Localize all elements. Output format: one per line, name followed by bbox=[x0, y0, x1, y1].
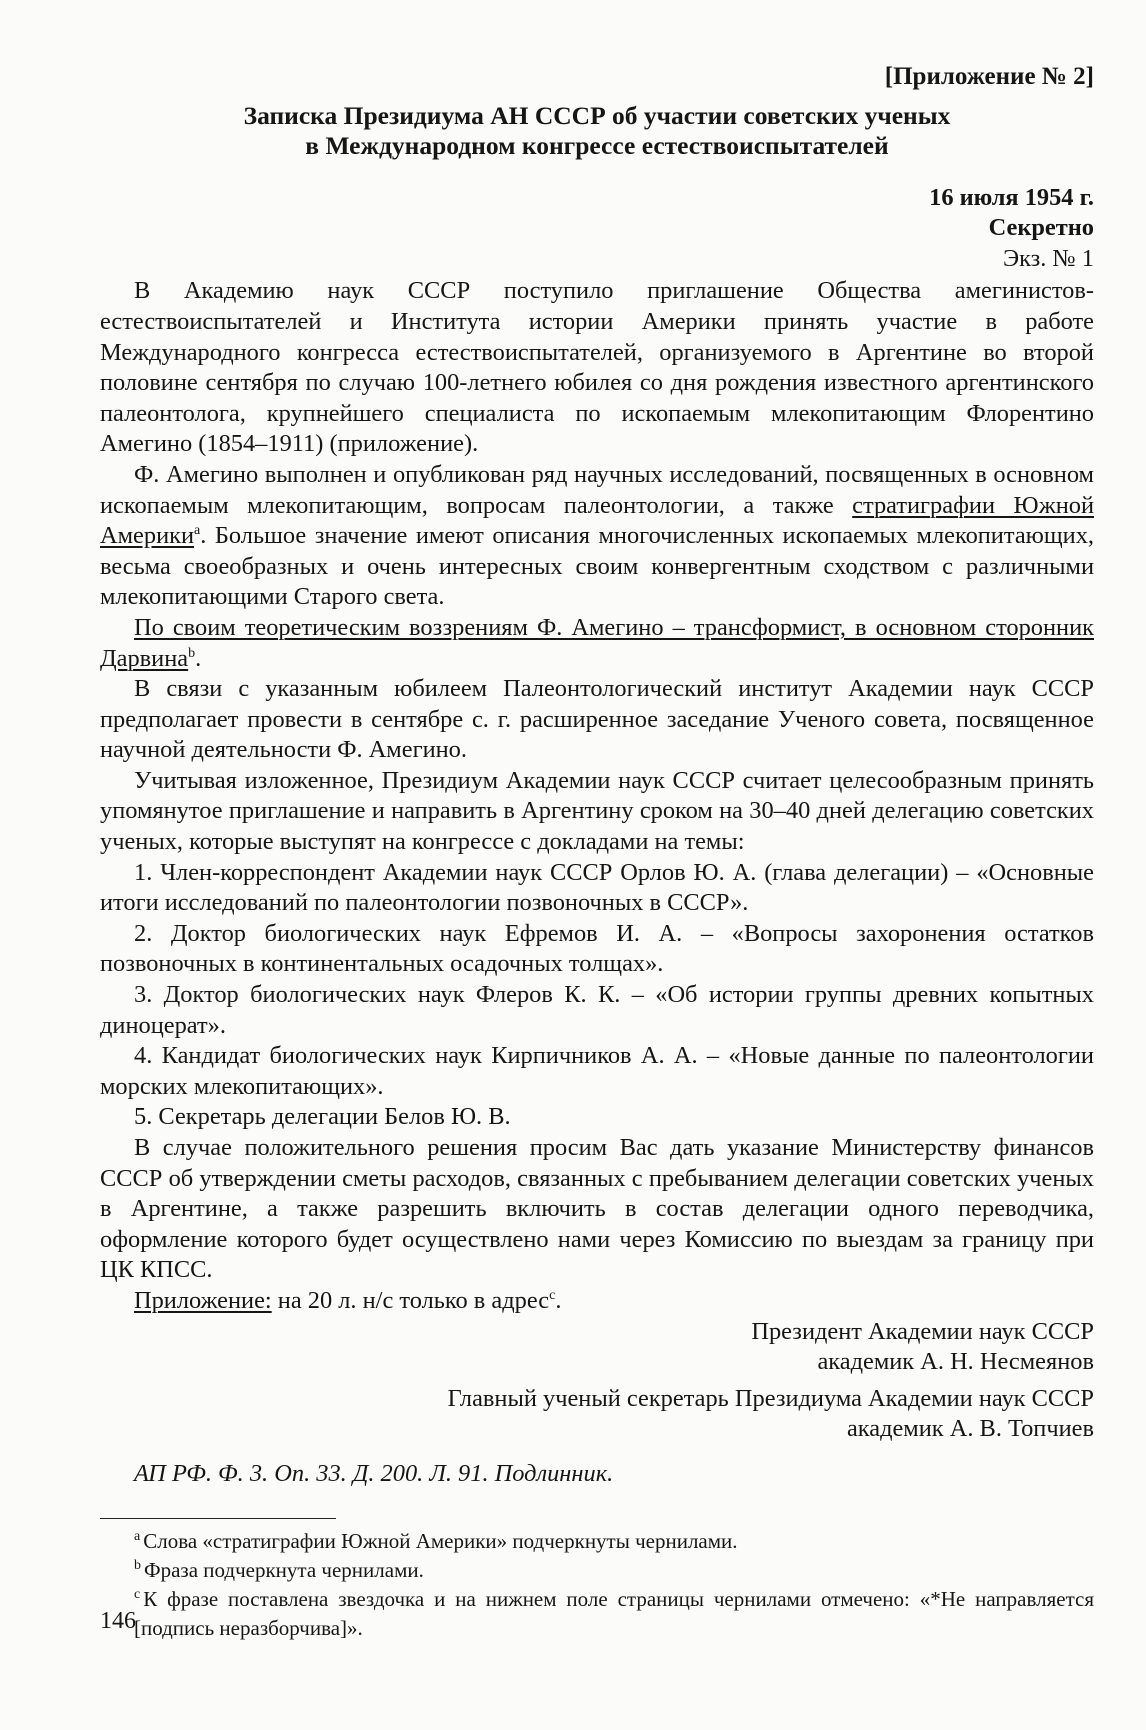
paragraph-1: В Академию наук СССР поступило приглашение Общества амегинистов-естествоиспытателей и Института истории Америки принять участие в работе Международного конгресса естествоиспытателей, организуемого в Аргентине во второй половине сентября по случаю 100-летнего юбилея со дня рождения известного аргентинского палеонтолога, крупнейшего специалиста по ископаемым млекопитающим Флорентино Амегино (1854–1911) (приложение). bbox=[100, 277, 1094, 458]
attachment-end: . bbox=[555, 1286, 562, 1314]
footnote-ref-c: c bbox=[549, 1287, 556, 1303]
attachment-text: на 20 л. н/с только в адрес bbox=[271, 1286, 550, 1314]
list-item: 4. Кандидат биологических наук Кирпичников А. А. – «Новые данные по палеонтологии морских млекопитающих». bbox=[100, 1042, 1094, 1100]
paragraph-6: В случае положительного решения просим Вас дать указание Министерству финансов СССР об утверждении сметы расходов, связанных с пребыванием делегации советских ученых в Аргентине, а также разрешить включить в состав делегации одного переводчика, оформление которого будет осуществлено нами через Комиссию по выездам за границу при ЦК КПСС. bbox=[100, 1134, 1094, 1284]
document-content bbox=[100, 62, 1094, 1643]
attachment-label: Приложение: bbox=[134, 1286, 272, 1314]
attachment-line bbox=[100, 1286, 1094, 1317]
footnote-text: К фразе поставлена звездочка и на нижнем поле страницы чернилами отмечено: «*Не направляется [подпись неразборчива]». bbox=[134, 1586, 1094, 1640]
paragraph-2 bbox=[100, 460, 1094, 613]
title-line-1: Записка Президиума АН СССР об участии советских ученых bbox=[243, 100, 951, 130]
paragraph-2-start: Ф. Амегино выполнен и опубликован ряд научных исследований, посвященных в основном ископаемым млекопитающим, вопросам палеонтологии, а также bbox=[100, 460, 1094, 519]
paragraph-3 bbox=[100, 613, 1094, 674]
signature-president-title: Президент Академии наук СССР bbox=[751, 1317, 1094, 1345]
document-title bbox=[100, 101, 1094, 161]
underlined-phrase-a: стратиграфии Южной Америки bbox=[100, 491, 1094, 550]
paragraph-3-end: . bbox=[195, 644, 202, 672]
footnote-text: Слова «стратиграфии Южной Америки» подчеркнуты чернилами. bbox=[143, 1528, 738, 1553]
paragraph-5: Учитывая изложенное, Президиум Академии наук СССР считает целесообразным принять упомянутое приглашение и направить в Аргентину сроком на 30–40 дней делегацию советских ученых, которые выступят на конгрессе с докладами на темы: bbox=[100, 766, 1094, 856]
page-number: 146 bbox=[100, 1608, 136, 1634]
document-date: 16 июля 1954 г. bbox=[929, 183, 1094, 211]
signature-president-name: академик А. Н. Несмеянов bbox=[817, 1348, 1094, 1376]
list-item: 1. Член-корреспондент Академии наук СССР Орлов Ю. А. (глава делегации) – «Основные итоги исследований по палеонтологии позвоночных в СССР». bbox=[100, 858, 1094, 917]
footnotes bbox=[100, 1527, 1094, 1643]
footnote-ref-a: a bbox=[194, 523, 201, 538]
list-item: 3. Доктор биологических наук Флеров К. К. – «Об истории группы древних копытных диноцерат». bbox=[100, 981, 1094, 1039]
footnote-mark: b bbox=[134, 1557, 141, 1573]
paragraph-2-end: . Большое значение имеют описания многочисленных ископаемых млекопитающих, весьма своеобразных и очень интересных своим конвергентным сходством с различными млекопитающими Старого света. bbox=[100, 522, 1094, 611]
underlined-phrase-b: По своим теоретическим воззрениям Ф. Амегино – трансформист, в основном сторонник Дарвина bbox=[100, 613, 1094, 672]
signature-secretary-name: академик А. В. Топчиев bbox=[846, 1415, 1094, 1443]
signature-president bbox=[100, 1317, 1094, 1378]
title-line-2: в Международном конгрессе естествоиспытателей bbox=[305, 130, 889, 160]
footnote-ref-b: b bbox=[188, 645, 196, 661]
footnote-text: Фраза подчеркнута чернилами. bbox=[144, 1557, 424, 1582]
signature-secretary-title: Главный ученый секретарь Президиума Академии наук СССР bbox=[447, 1384, 1094, 1412]
signature-secretary bbox=[100, 1384, 1094, 1445]
copy-number: Экз. № 1 bbox=[1002, 244, 1094, 272]
list-item: 2. Доктор биологических наук Ефремов И. А. – «Вопросы захоронения остатков позвоночных в континентальных осадочных толщах». bbox=[100, 919, 1094, 978]
footnote-mark: c bbox=[134, 1586, 141, 1602]
footnote-mark: a bbox=[134, 1528, 141, 1544]
classification-label: Секретно bbox=[988, 214, 1094, 242]
document-body bbox=[100, 276, 1094, 1316]
footnote-b bbox=[100, 1556, 1094, 1585]
footnote-c bbox=[100, 1585, 1094, 1643]
appendix-label: [Приложение № 2] bbox=[884, 63, 1094, 90]
paragraph-4: В связи с указанным юбилеем Палеонтологический институт Академии наук СССР предполагает провести в сентябре с. г. расширенное заседание Ученого совета, посвященное научной деятельности Ф. Амегино. bbox=[100, 675, 1094, 764]
footnote-divider bbox=[100, 1518, 336, 1519]
archive-source: АП РФ. Ф. 3. Оп. 33. Д. 200. Л. 91. Подлинник. bbox=[134, 1459, 614, 1487]
footnote-a bbox=[100, 1527, 1094, 1556]
list-item: 5. Секретарь делегации Белов Ю. В. bbox=[134, 1103, 511, 1131]
